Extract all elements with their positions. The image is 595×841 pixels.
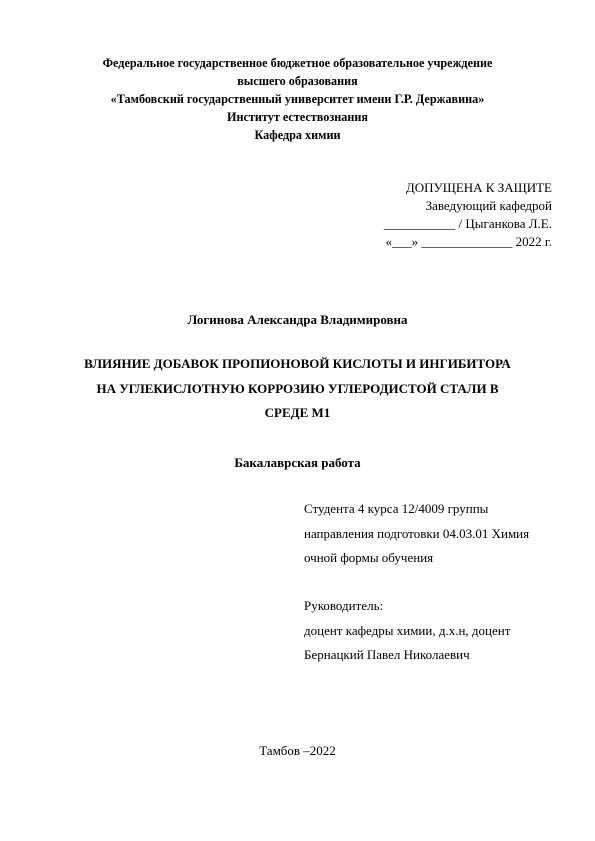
city-year: Тамбов –2022 xyxy=(259,743,336,758)
author-name: Логинова Александра Владимировна xyxy=(187,312,408,327)
thesis-title-line-3: СРЕДЕ М1 xyxy=(264,405,331,420)
approval-date: «___» ______________ 2022 г. xyxy=(385,234,552,249)
university-name: «Тамбовский государственный университет имени Г.Р. Державина» xyxy=(110,92,485,106)
education-level: высшего образования xyxy=(237,74,358,88)
approval-role: Заведующий кафедрой xyxy=(425,198,552,213)
thesis-title-line-1: ВЛИЯНИЕ ДОБАВОК ПРОПИОНОВОЙ КИСЛОТЫ И ИНГИБИТОРА xyxy=(84,356,511,371)
thesis-title-line-2: НА УГЛЕКИСЛОТНУЮ КОРРОЗИЮ УГЛЕРОДИСТОЙ СТАЛИ В xyxy=(96,381,499,396)
student-direction: направления подготовки 04.03.01 Химия xyxy=(304,526,530,541)
department-name: Кафедра химии xyxy=(254,128,341,142)
supervisor-position: доцент кафедры химии, д.х.н, доцент xyxy=(304,623,511,638)
work-type: Бакалаврская работа xyxy=(234,455,361,470)
institution-type: Федеральное государственное бюджетное образовательное учреждение xyxy=(102,56,493,70)
supervisor-name: Бернацкий Павел Николаевич xyxy=(304,647,470,662)
student-study-form: очной формы обучения xyxy=(304,550,434,565)
approval-title: ДОПУЩЕНА К ЗАЩИТЕ xyxy=(405,180,552,195)
student-course-group: Студента 4 курса 12/4009 группы xyxy=(304,501,489,516)
institute-name: Институт естествознания xyxy=(226,110,369,124)
supervisor-label: Руководитель: xyxy=(304,598,384,613)
approval-signature: ___________ / Цыганкова Л.Е. xyxy=(383,216,552,231)
